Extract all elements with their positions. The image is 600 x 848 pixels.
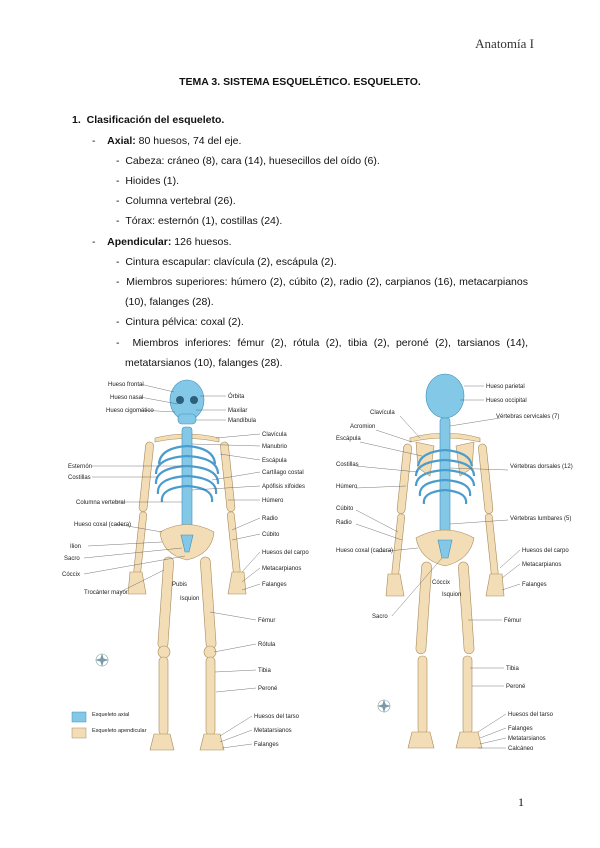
label: Húmero [262, 498, 284, 504]
label: Fémur [504, 618, 522, 624]
section-number: 1. [72, 114, 81, 126]
label: Hueso coxal (cadera) [336, 548, 394, 554]
label: Vértebras cervicales (7) [496, 414, 560, 420]
skull-back [426, 374, 464, 418]
legend-swatch-axial [72, 712, 86, 722]
page-title: TEMA 3. SISTEMA ESQUELÉTICO. ESQUELETO. [179, 76, 421, 88]
label: Metacarpianos [522, 562, 562, 568]
label: Metatarsianos [508, 736, 546, 742]
label: Cóccix [62, 572, 81, 578]
label: Maxilar [228, 408, 248, 414]
label: Huesos del tarso [508, 712, 554, 718]
label: Apófisis xifoides [262, 484, 306, 490]
label: Escápula [262, 458, 287, 464]
list-item: - Miembros superiores: húmero (2), cúbito (2), radio (2), carpianos (16), metacarpianos [116, 276, 528, 288]
label: Columna vertebral [76, 500, 126, 506]
label: Acromion [350, 424, 376, 430]
label: Falanges [262, 582, 287, 588]
list-item: - Hioides (1). [116, 175, 180, 187]
label: Ilion [70, 544, 82, 550]
label: Vértebras dorsales (12) [510, 464, 573, 470]
label: Isquion [442, 592, 462, 598]
list-item: - Cabeza: cráneo (8), cara (14), huesecillos del oído (6). [116, 155, 380, 167]
label: Cúbito [336, 506, 354, 512]
apendicular-line: - Apendicular: 126 huesos. [92, 236, 232, 248]
label: Pubis [172, 582, 188, 588]
label: Vértebras lumbares (5) [510, 516, 572, 522]
label: Clavícula [370, 410, 395, 416]
label: Huesos del carpo [522, 548, 569, 554]
label: Costillas [68, 475, 91, 481]
label: Escápula [336, 436, 361, 442]
label: Tibia [258, 668, 271, 674]
compass-icon [377, 699, 391, 713]
back-skeleton [386, 374, 504, 748]
label: Hueso parietal [486, 384, 525, 390]
section-heading [72, 114, 224, 126]
legend-label-appendicular: Esqueleto apendicular [92, 728, 147, 734]
label: Sacro [372, 614, 388, 620]
label: Hueso nasal [110, 395, 144, 401]
list-item: - Columna vertebral (26). [116, 195, 236, 207]
list-item: - Cintura pélvica: coxal (2). [116, 316, 244, 328]
label: Huesos del tarso [254, 714, 300, 720]
label: Isquion [180, 596, 200, 602]
label: Cartílago costal [262, 470, 304, 476]
legend [72, 712, 147, 738]
label: Órbita [228, 394, 245, 400]
axial-desc: 80 huesos, 74 del eje. [135, 135, 242, 147]
label: Cúbito [262, 532, 280, 538]
label: Falanges [254, 742, 279, 748]
apendicular-desc: 126 huesos. [171, 236, 232, 248]
label: Peroné [506, 684, 526, 690]
compass-icon [95, 653, 109, 667]
label: Trocánter mayor [84, 590, 128, 596]
label: Mandíbula [228, 418, 257, 424]
label: Cóccix [432, 580, 451, 586]
label: Sacro [64, 556, 80, 562]
label: Hueso cigomático [106, 408, 154, 414]
list-item-continuation: metatarsianos (10), falanges (28). [125, 357, 283, 369]
axial-label: Axial: [107, 135, 136, 147]
label: Huesos del carpo [262, 550, 309, 556]
label: Costillas [336, 462, 359, 468]
label: Peroné [258, 686, 278, 692]
label: Hueso occipital [486, 398, 527, 404]
skeleton-figure [60, 372, 573, 752]
label: Falanges [522, 582, 547, 588]
label: Clavícula [262, 432, 287, 438]
list-item: - Cintura escapular: clavícula (2), escápula (2). [116, 256, 337, 268]
page-header: Anatomía I [475, 36, 534, 51]
axial-line: - Axial: 80 huesos, 74 del eje. [92, 135, 242, 147]
label: Manubrio [262, 444, 288, 450]
list-item: - Miembros inferiores: fémur (2), rótula (2), tibia (2), peroné (2), tarsianos (14), [116, 337, 528, 349]
label: Hueso frontal [108, 382, 144, 388]
front-skeleton [128, 380, 246, 750]
page-number: 1 [518, 795, 524, 809]
legend-label-axial: Esqueleto axial [92, 712, 130, 718]
label: Tibia [506, 666, 519, 672]
back-labels [336, 384, 573, 752]
label: Hueso coxal (cadera) [74, 522, 132, 528]
label: Esternón [68, 464, 93, 470]
label: Metacarpianos [262, 566, 302, 572]
label: Falanges [508, 726, 533, 732]
apendicular-label: Apendicular: [107, 236, 172, 248]
label: Fémur [258, 618, 276, 624]
label: Calcáneo [508, 746, 534, 752]
list-item-continuation: (10), falanges (28). [125, 296, 214, 308]
label: Radio [262, 516, 278, 522]
list-item: - Tórax: esternón (1), costillas (24). [116, 215, 283, 227]
section-title: Clasificación del esqueleto. [86, 114, 225, 126]
legend-swatch-appendicular [72, 728, 86, 738]
label: Metatarsianos [254, 728, 292, 734]
label: Húmero [336, 484, 358, 490]
label: Radio [336, 520, 352, 526]
label: Rótula [258, 642, 276, 648]
